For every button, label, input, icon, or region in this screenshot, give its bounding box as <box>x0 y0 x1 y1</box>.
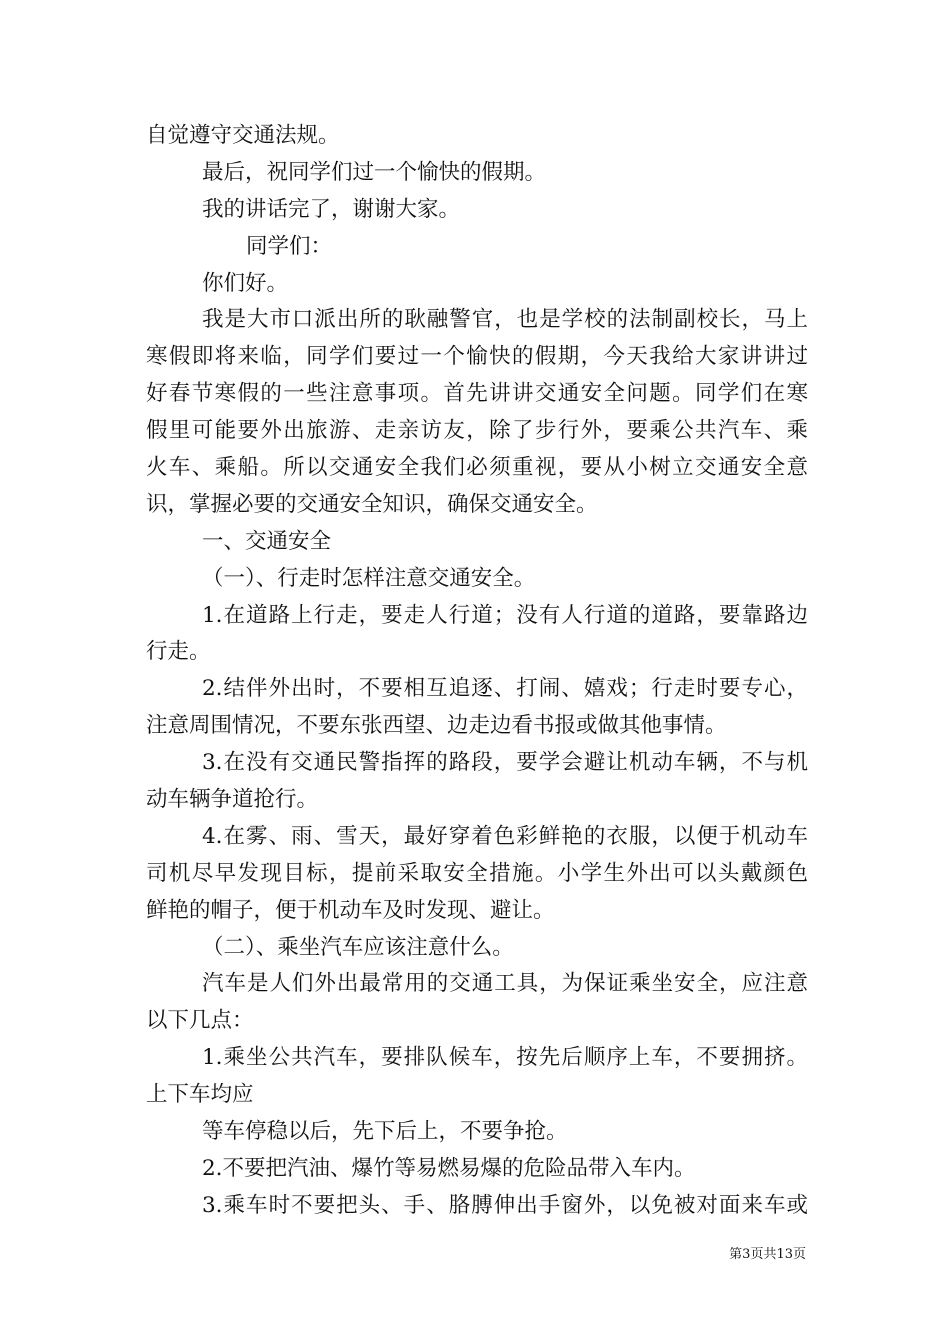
text-line: 4.在雾、雨、雪天，最好穿着色彩鲜艳的衣服，以便于机动车 <box>202 823 808 849</box>
text-line: 我是大市口派出所的耿融警官，也是学校的法制副校长，马上 <box>202 307 808 333</box>
text-line: 3.乘车时不要把头、手、胳膊伸出手窗外，以免被对面来车或 <box>202 1192 808 1218</box>
text-line: 鲜艳的帽子，便于机动车及时发现、避让。 <box>146 897 555 923</box>
document-body <box>146 118 808 1225</box>
text-line: 以下几点： <box>146 1008 254 1034</box>
text-line: 汽车是人们外出最常用的交通工具，为保证乘坐安全，应注意 <box>202 971 808 997</box>
text-line: 寒假即将来临，同学们要过一个愉快的假期，今天我给大家讲讲过 <box>146 344 808 370</box>
section-heading: 一、交通安全 <box>202 528 332 554</box>
page-number: 第3页共13页 <box>729 1247 806 1262</box>
text-line: 假里可能要外出旅游、走亲访友，除了步行外，要乘公共汽车、乘 <box>146 418 808 444</box>
text-line: 上下车均应 <box>146 1082 254 1108</box>
text-line: 注意周围情况，不要东张西望、边走边看书报或做其他事情。 <box>146 713 727 739</box>
text-line: 火车、乘船。所以交通安全我们必须重视，要从小树立交通安全意 <box>146 455 808 481</box>
text-line: 1.在道路上行走，要走人行道；没有人行道的道路，要靠路边 <box>202 602 808 628</box>
text-line: 自觉遵守交通法规。 <box>146 123 340 148</box>
text-line: 3.在没有交通民警指挥的路段，要学会避让机动车辆，不与机 <box>202 750 808 776</box>
text-line: 2.不要把汽油、爆竹等易燃易爆的危险品带入车内。 <box>202 1155 696 1181</box>
text-line: 等车停稳以后，先下后上，不要争抢。 <box>202 1119 568 1145</box>
subsection-heading: （二）、乘坐汽车应该注意什么。 <box>202 934 514 960</box>
text-line: 识，掌握必要的交通安全知识，确保交通安全。 <box>146 491 598 517</box>
text-line: 你们好。 <box>202 270 289 296</box>
text-line: 行走。 <box>146 639 211 665</box>
text-line: 我的讲话完了，谢谢大家。 <box>202 196 461 222</box>
text-line: 动车辆争道抢行。 <box>146 787 319 813</box>
text-line: 好春节寒假的一些注意事项。首先讲讲交通安全问题。同学们在寒 <box>146 381 808 407</box>
text-line: 2.结伴外出时，不要相互追逐、打闹、嬉戏；行走时要专心， <box>202 676 808 702</box>
text-line: 司机尽早发现目标，提前采取安全措施。小学生外出可以头戴颜色 <box>146 860 808 886</box>
text-line: 最后，祝同学们过一个愉快的假期。 <box>202 159 547 185</box>
subsection-heading: （一）、行走时怎样注意交通安全。 <box>202 565 536 591</box>
salutation-line: 同学们： <box>246 233 333 259</box>
text-line: 1.乘坐公共汽车，要排队候车，按先后顺序上车，不要拥挤。 <box>202 1045 808 1071</box>
